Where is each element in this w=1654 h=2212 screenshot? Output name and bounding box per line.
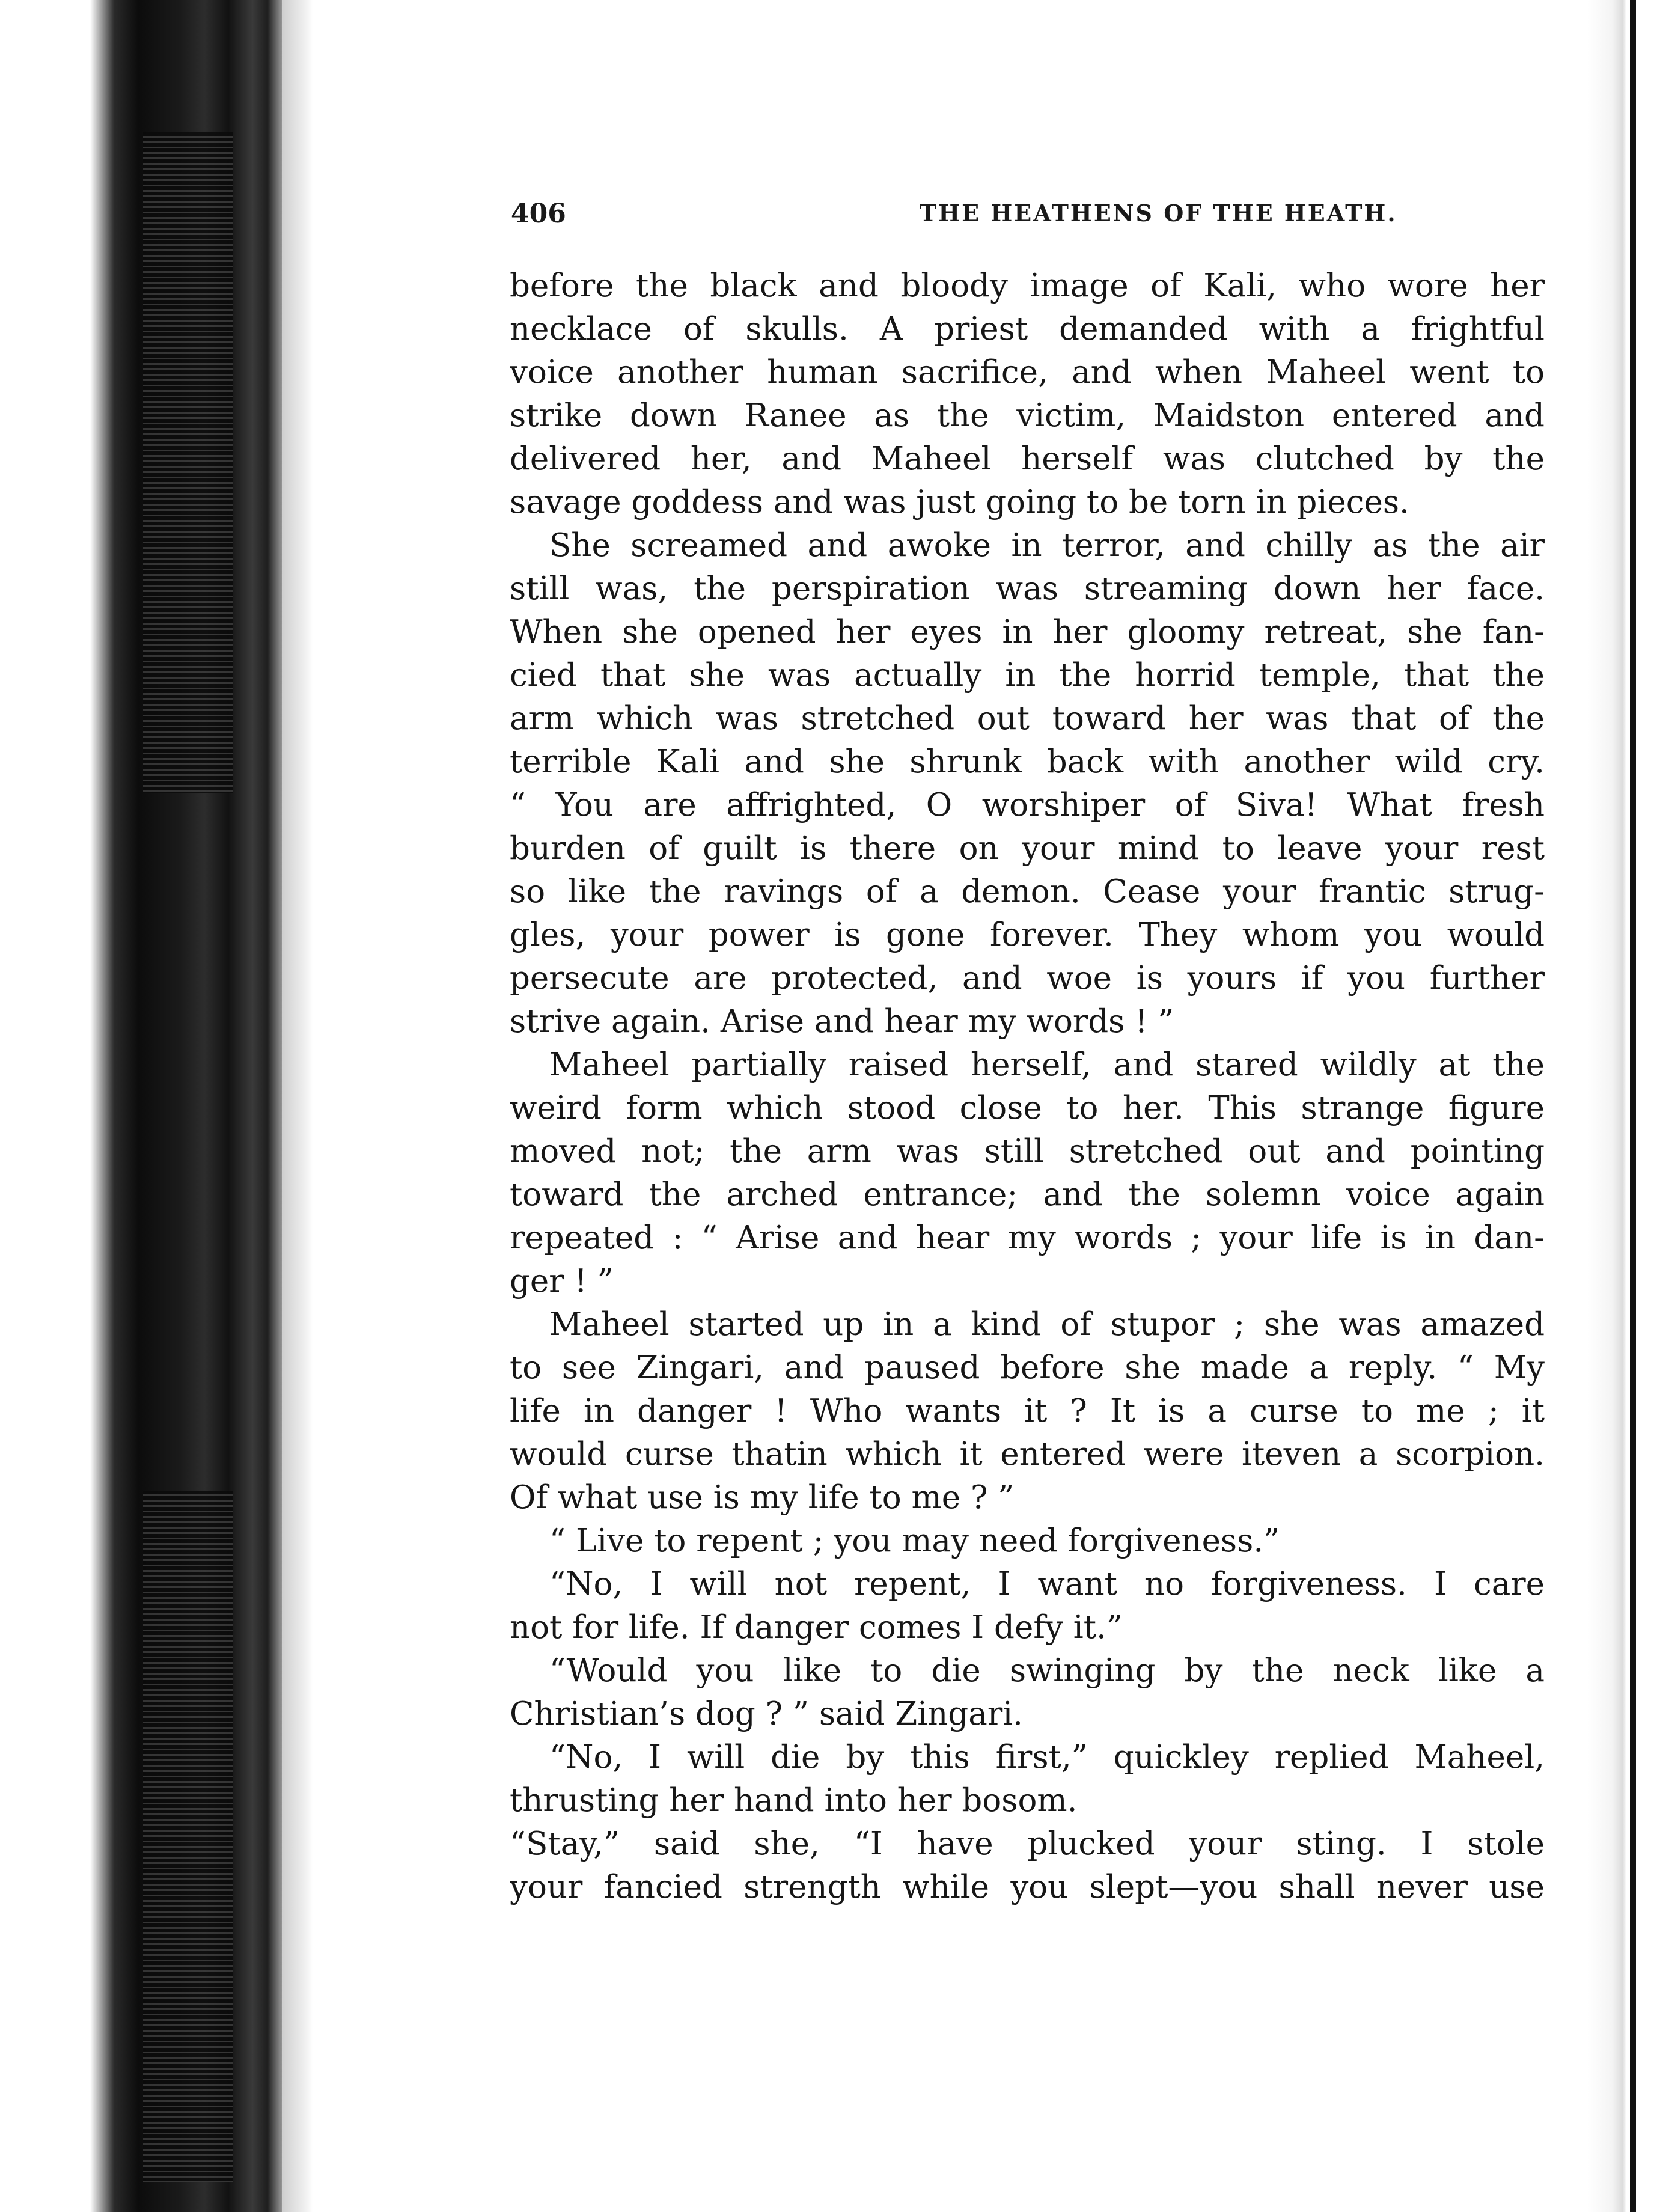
text-line: Of what use is my life to me ? ” [510,1479,1015,1516]
text-line: cied that she was actually in the horrid temple, that the [510,657,1545,694]
text-line: persecute are protected, and woe is yours if you further [510,960,1545,997]
text-line: “Would you like to die swinging by the neck like a [549,1652,1545,1689]
text-line: strike down Ranee as the victim, Maidston entered and [510,397,1545,434]
text-line: still was, the perspiration was streaming down her face. [510,570,1545,607]
running-head: THE HEATHENS OF THE HEATH. [920,200,1397,227]
text-line: weird form which stood close to her. This strange figure [510,1090,1545,1126]
text-line: “No, I will not repent, I want no forgiveness. I care [549,1566,1545,1602]
text-line: When she opened her eyes in her gloomy retreat, she fan- [510,614,1545,650]
text-line: delivered her, and Maheel herself was clutched by the [510,441,1545,477]
book-page [313,0,1575,2212]
text-line: savage goddess and was just going to be torn in pieces. [510,484,1409,521]
text-line: “ Live to repent ; you may need forgiveness.” [549,1523,1280,1559]
text-line: repeated : “ Arise and hear my words ; your life is in dan- [510,1220,1545,1256]
text-line: gles, your power is gone forever. They whom you would [510,917,1545,953]
text-line: life in danger ! Who wants it ? It is a curse to me ; it [510,1393,1545,1429]
text-line: Maheel partially raised herself, and stared wildly at the [549,1046,1545,1083]
text-line: She screamed and awoke in terror, and chilly as the air [549,527,1545,564]
text-line: “No, I will die by this first,” quickley replied Maheel, [549,1739,1545,1776]
text-line: before the black and bloody image of Kali, who wore her [510,267,1545,304]
page-body-text [510,264,1545,1909]
text-line: would curse thatin which it entered were iteven a scorpion. [510,1436,1545,1473]
text-line: toward the arched entrance; and the solemn voice again [510,1176,1545,1213]
text-line: terrible Kali and she shrunk back with another wild cry. [510,744,1545,780]
text-line: not for life. If danger comes I defy it.” [510,1609,1123,1646]
text-line: “ You are affrighted, O worshiper of Siva! What fresh [510,787,1545,823]
next-page-edge [1588,0,1654,2212]
spine-band-lower [143,1491,233,2182]
text-line: necklace of skulls. A priest demanded with a frightful [510,311,1545,347]
text-line: Christian’s dog ? ” said Zingari. [510,1696,1023,1732]
text-line: burden of guilt is there on your mind to leave your rest [510,830,1545,867]
text-line: Maheel started up in a kind of stupor ; she was amazed [549,1306,1545,1343]
book-spine [0,0,282,2212]
text-line: moved not; the arm was still stretched out and pointing [510,1133,1545,1170]
text-line: so like the ravings of a demon. Cease your frantic strug- [510,873,1545,910]
page-edge-line [1630,0,1636,2212]
page-number: 406 [511,198,566,229]
text-line: ger ! ” [510,1263,614,1300]
text-line: to see Zingari, and paused before she made a reply. “ My [510,1349,1545,1386]
spine-band-upper [143,132,233,793]
text-line: arm which was stretched out toward her was that of the [510,700,1545,737]
text-line: thrusting her hand into her bosom. [510,1782,1078,1819]
text-line: voice another human sacrifice, and when Maheel went to [510,354,1545,391]
page-gutter [282,0,313,2212]
text-line: strive again. Arise and hear my words ! ” [510,1003,1174,1040]
text-line: “Stay,” said she, “I have plucked your sting. I stole [510,1826,1545,1862]
text-line: your fancied strength while you slept—you shall never use [510,1869,1545,1905]
page-header [511,198,1545,234]
